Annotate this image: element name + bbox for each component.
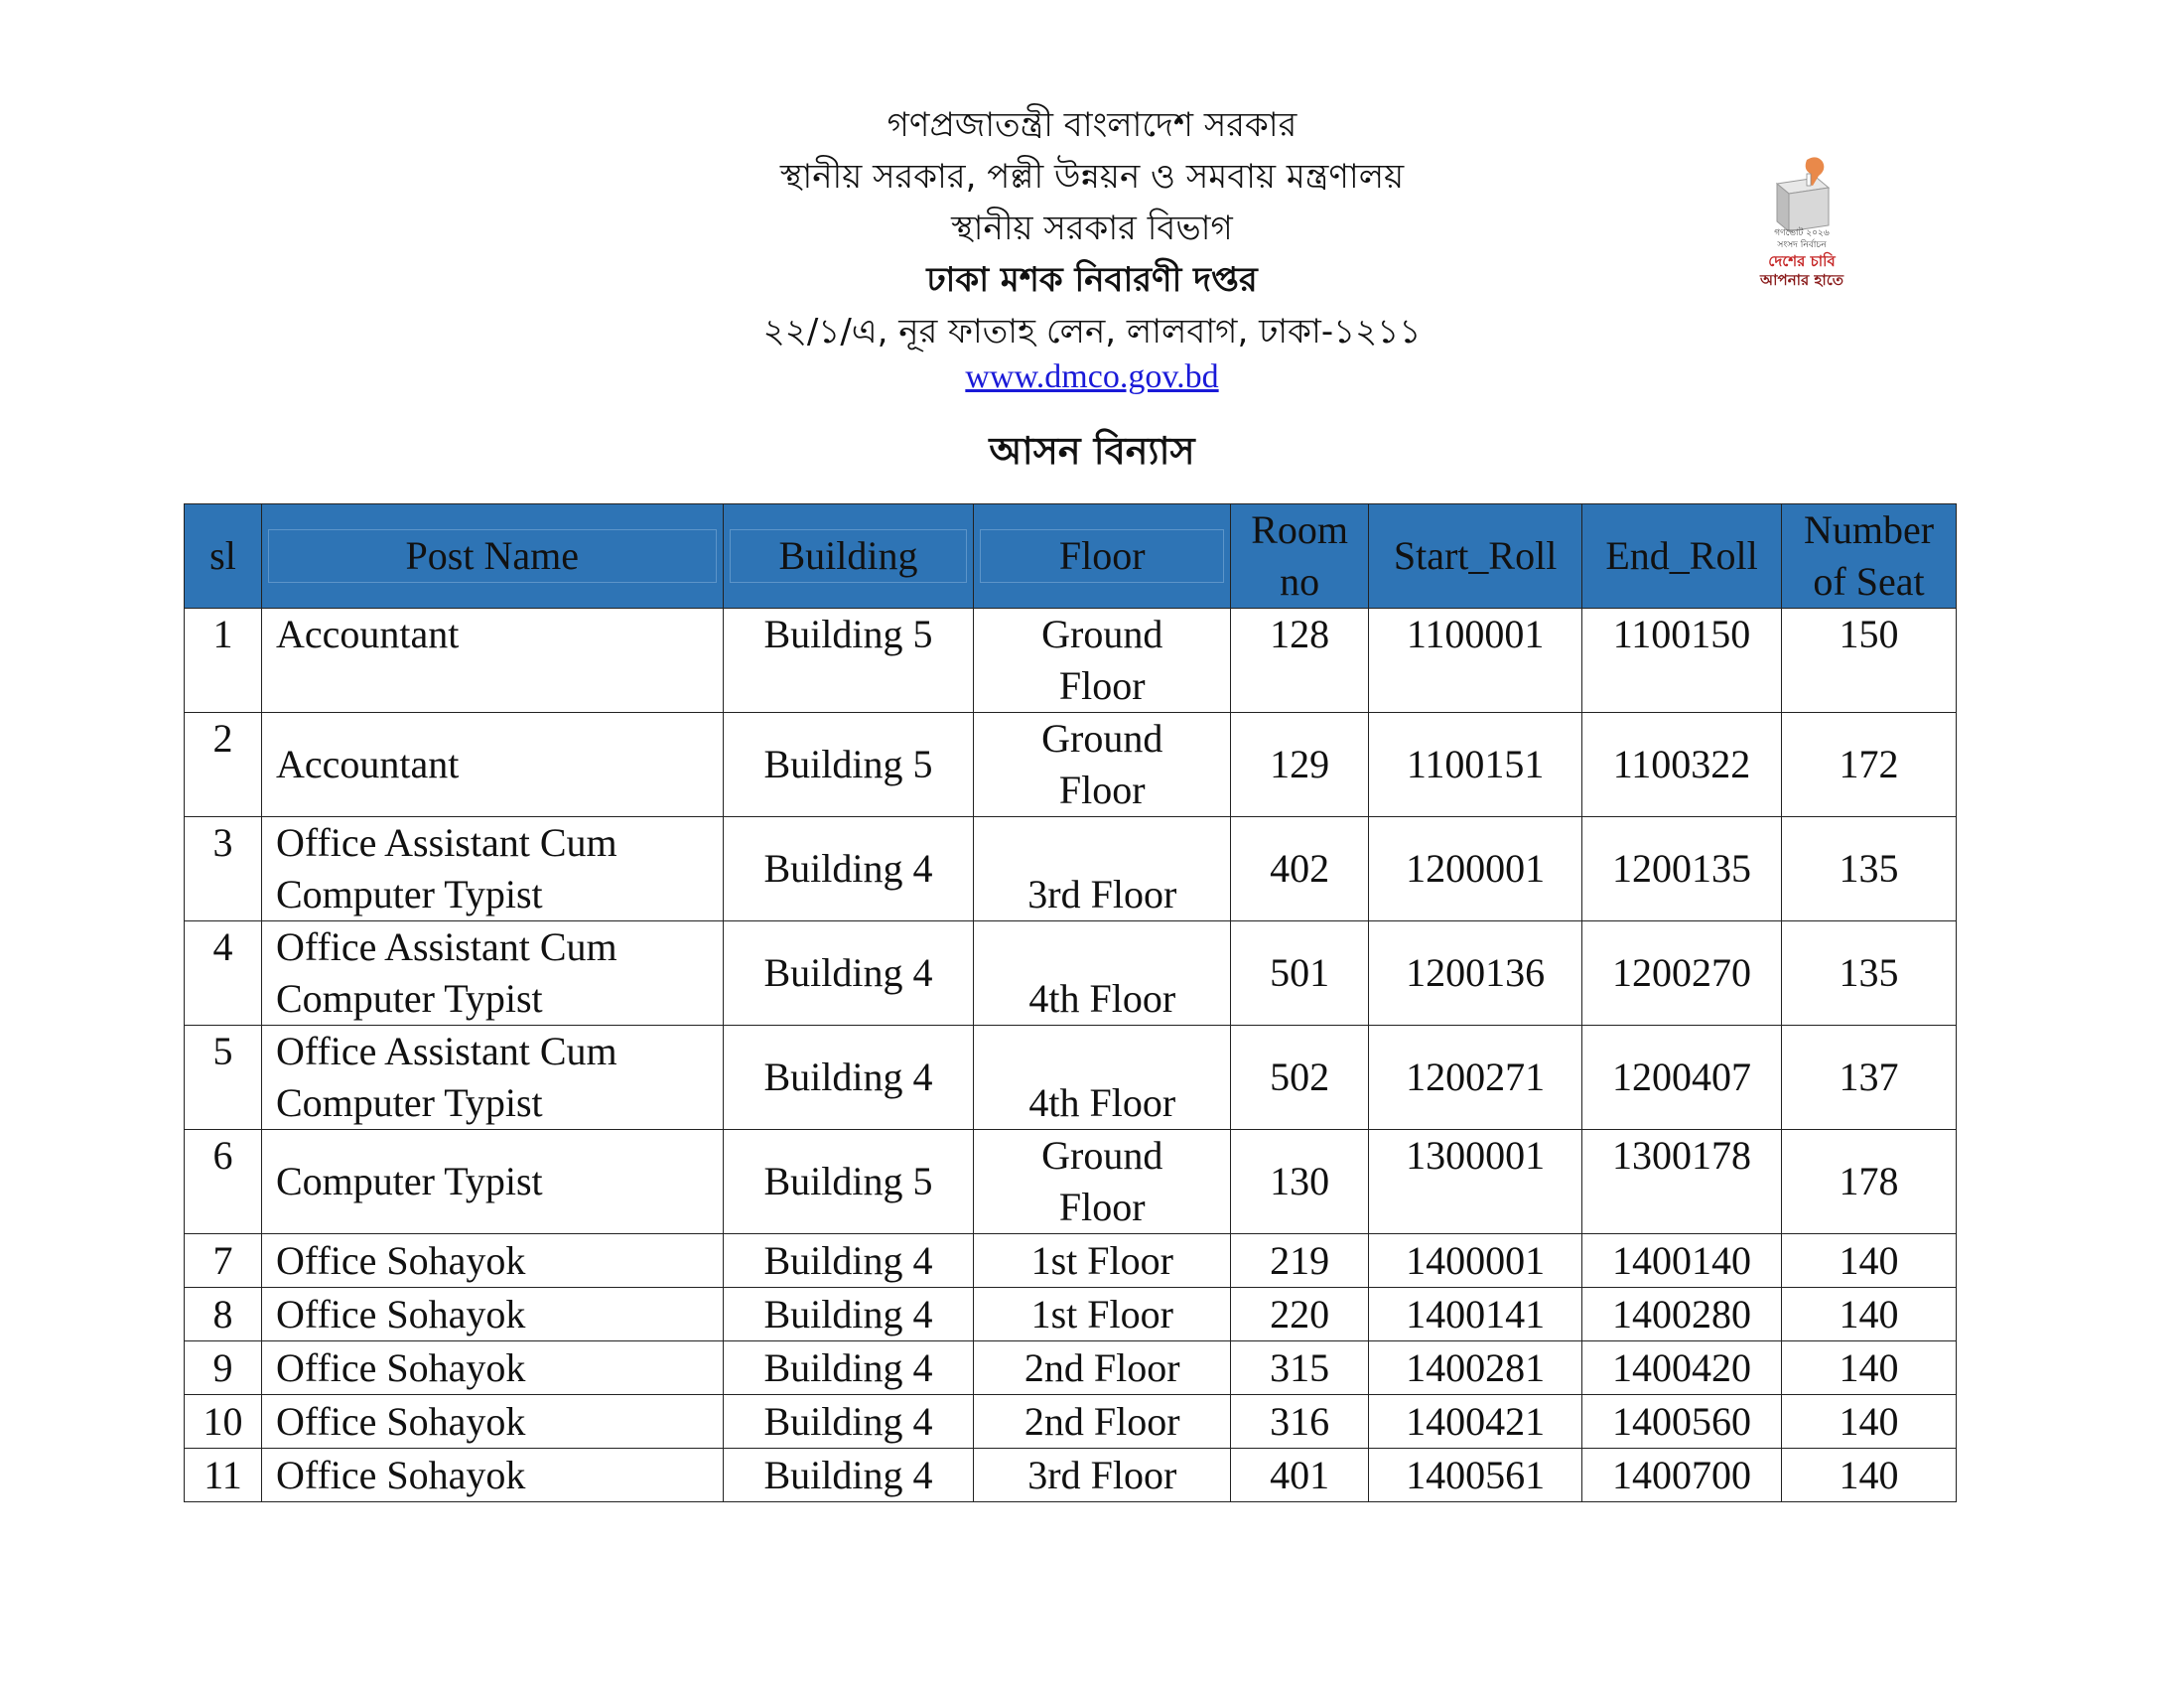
cell-end-roll: 1200270 xyxy=(1582,921,1782,1026)
cell-floor-line1: Ground xyxy=(1041,1133,1163,1178)
cell-floor: 3rd Floor xyxy=(974,817,1231,921)
cell-building: Building 4 xyxy=(723,1234,974,1288)
cell-end-roll: 1400560 xyxy=(1582,1395,1782,1449)
col-header-seats-line2: of Seat xyxy=(1813,559,1925,604)
cell-post: Office Sohayok xyxy=(261,1449,723,1502)
cell-floor-line2: Floor xyxy=(1058,663,1146,708)
cell-post: Office Sohayok xyxy=(261,1288,723,1341)
office-name: ঢাকা মশক নিবারণী দপ্তর xyxy=(926,260,1258,300)
table-row xyxy=(185,1234,1957,1288)
cell-end-roll: 1400280 xyxy=(1582,1288,1782,1341)
ballot-box-icon xyxy=(1747,154,1856,233)
col-header-seats-line1: Number xyxy=(1803,507,1935,552)
table-row xyxy=(185,817,1957,921)
cell-floor-line1: Ground xyxy=(1041,612,1163,656)
cell-floor-line1: Ground xyxy=(1041,716,1163,761)
cell-room: 315 xyxy=(1231,1341,1369,1395)
cell-start-roll: 1400281 xyxy=(1369,1341,1582,1395)
cell-room: 130 xyxy=(1231,1130,1369,1234)
cell-floor: 4th Floor xyxy=(974,921,1231,1026)
cell-post xyxy=(261,817,723,921)
seat-plan-table xyxy=(184,503,1957,1502)
table-row xyxy=(185,1395,1957,1449)
page-title: আসন বিন্যাস xyxy=(989,429,1195,473)
letterhead xyxy=(0,99,2184,401)
cell-seats: 137 xyxy=(1782,1026,1957,1130)
cell-sl: 9 xyxy=(185,1341,262,1395)
website-row xyxy=(0,357,2184,401)
cell-room: 220 xyxy=(1231,1288,1369,1341)
cell-building: Building 4 xyxy=(723,1288,974,1341)
cell-floor: 1st Floor xyxy=(974,1234,1231,1288)
col-header-building-label: Building xyxy=(730,529,968,583)
col-header-room-line1: Room xyxy=(1251,507,1349,552)
cell-start-roll: 1400001 xyxy=(1369,1234,1582,1288)
cell-sl: 3 xyxy=(185,817,262,921)
table-row xyxy=(185,1288,1957,1341)
cell-post xyxy=(261,921,723,1026)
table-row xyxy=(185,921,1957,1026)
cell-sl: 10 xyxy=(185,1395,262,1449)
cell-end-roll: 1200135 xyxy=(1582,817,1782,921)
col-header-sl: sl xyxy=(185,504,262,609)
cell-seats: 178 xyxy=(1782,1130,1957,1234)
col-header-start-roll: Start_Roll xyxy=(1369,504,1582,609)
col-header-floor-label: Floor xyxy=(980,529,1224,583)
cell-post: Office Sohayok xyxy=(261,1395,723,1449)
col-header-post xyxy=(261,504,723,609)
cell-start-roll: 1200271 xyxy=(1369,1026,1582,1130)
cell-seats: 140 xyxy=(1782,1449,1957,1502)
cell-seats: 135 xyxy=(1782,817,1957,921)
cell-seats: 150 xyxy=(1782,609,1957,713)
govt-name: গণপ্রজাতন্ত্রী বাংলাদেশ সরকার xyxy=(887,105,1297,145)
cell-start-roll: 1400141 xyxy=(1369,1288,1582,1341)
cell-post: Office Sohayok xyxy=(261,1341,723,1395)
col-header-room-line2: no xyxy=(1280,559,1320,604)
cell-building: Building 4 xyxy=(723,817,974,921)
cell-room: 219 xyxy=(1231,1234,1369,1288)
cell-seats: 172 xyxy=(1782,713,1957,817)
cell-floor xyxy=(974,1130,1231,1234)
logo-line-4: আপনার হাতে xyxy=(1760,271,1843,289)
cell-building: Building 5 xyxy=(723,713,974,817)
cell-post-line1: Office Assistant Cum xyxy=(275,820,617,865)
cell-building: Building 4 xyxy=(723,1449,974,1502)
cell-end-roll: 1400700 xyxy=(1582,1449,1782,1502)
cell-sl: 1 xyxy=(185,609,262,713)
cell-sl: 6 xyxy=(185,1130,262,1234)
cell-room: 501 xyxy=(1231,921,1369,1026)
cell-sl: 8 xyxy=(185,1288,262,1341)
cell-building: Building 4 xyxy=(723,1395,974,1449)
logo-line-2: সংসদ নির্বাচন xyxy=(1777,240,1827,250)
cell-building: Building 5 xyxy=(723,609,974,713)
col-header-building xyxy=(723,504,974,609)
cell-room: 129 xyxy=(1231,713,1369,817)
division-name: স্থানীয় সরকার বিভাগ xyxy=(951,209,1233,248)
cell-end-roll: 1100150 xyxy=(1582,609,1782,713)
col-header-seats xyxy=(1782,504,1957,609)
cell-start-roll: 1100001 xyxy=(1369,609,1582,713)
cell-seats: 140 xyxy=(1782,1395,1957,1449)
cell-post: Office Sohayok xyxy=(261,1234,723,1288)
website-link[interactable]: www.dmco.gov.bd xyxy=(965,358,1219,395)
cell-seats: 140 xyxy=(1782,1341,1957,1395)
cell-sl: 5 xyxy=(185,1026,262,1130)
cell-post xyxy=(261,1026,723,1130)
logo-line-3: দেশের চাবি xyxy=(1768,252,1836,270)
cell-floor-line2: Floor xyxy=(1058,1185,1146,1229)
cell-post: Computer Typist xyxy=(261,1130,723,1234)
election-logo xyxy=(1747,154,1856,298)
cell-seats: 140 xyxy=(1782,1288,1957,1341)
cell-sl: 2 xyxy=(185,713,262,817)
cell-post-line2: Computer Typist xyxy=(275,976,543,1021)
cell-post-line1: Office Assistant Cum xyxy=(275,924,617,969)
cell-post-line2: Computer Typist xyxy=(275,1080,543,1125)
table-row xyxy=(185,1026,1957,1130)
cell-floor: 3rd Floor xyxy=(974,1449,1231,1502)
cell-floor xyxy=(974,713,1231,817)
table-row xyxy=(185,609,1957,713)
cell-seats: 135 xyxy=(1782,921,1957,1026)
logo-line-1: গণভোট ২০২৬ xyxy=(1774,228,1830,238)
cell-sl: 4 xyxy=(185,921,262,1026)
cell-building: Building 4 xyxy=(723,1026,974,1130)
cell-start-roll: 1300001 xyxy=(1369,1130,1582,1234)
cell-start-roll: 1400561 xyxy=(1369,1449,1582,1502)
col-header-post-label: Post Name xyxy=(268,529,717,583)
cell-start-roll: 1200001 xyxy=(1369,817,1582,921)
cell-seats: 140 xyxy=(1782,1234,1957,1288)
col-header-end-roll: End_Roll xyxy=(1582,504,1782,609)
cell-floor: 4th Floor xyxy=(974,1026,1231,1130)
cell-sl: 7 xyxy=(185,1234,262,1288)
cell-building: Building 5 xyxy=(723,1130,974,1234)
cell-end-roll: 1400420 xyxy=(1582,1341,1782,1395)
cell-post-line1: Office Assistant Cum xyxy=(275,1029,617,1073)
cell-floor xyxy=(974,609,1231,713)
cell-floor: 1st Floor xyxy=(974,1288,1231,1341)
table-row xyxy=(185,713,1957,817)
cell-floor-line2: Floor xyxy=(1058,768,1146,812)
cell-sl: 11 xyxy=(185,1449,262,1502)
cell-post: Accountant xyxy=(261,609,723,713)
cell-end-roll: 1200407 xyxy=(1582,1026,1782,1130)
cell-room: 401 xyxy=(1231,1449,1369,1502)
table-header-row xyxy=(185,504,1957,609)
cell-building: Building 4 xyxy=(723,1341,974,1395)
cell-room: 316 xyxy=(1231,1395,1369,1449)
col-header-floor xyxy=(974,504,1231,609)
cell-start-roll: 1400421 xyxy=(1369,1395,1582,1449)
col-header-room xyxy=(1231,504,1369,609)
ministry-name: স্থানীয় সরকার, পল্লী উন্নয়ন ও সমবায় মন্ত্রণালয় xyxy=(779,157,1405,197)
cell-start-roll: 1100151 xyxy=(1369,713,1582,817)
cell-end-roll: 1400140 xyxy=(1582,1234,1782,1288)
table-row xyxy=(185,1449,1957,1502)
cell-post: Accountant xyxy=(261,713,723,817)
cell-floor: 2nd Floor xyxy=(974,1395,1231,1449)
cell-floor: 2nd Floor xyxy=(974,1341,1231,1395)
table-row xyxy=(185,1130,1957,1234)
table-row xyxy=(185,1341,1957,1395)
cell-room: 402 xyxy=(1231,817,1369,921)
cell-post-line2: Computer Typist xyxy=(275,872,543,916)
cell-room: 502 xyxy=(1231,1026,1369,1130)
cell-end-roll: 1300178 xyxy=(1582,1130,1782,1234)
cell-start-roll: 1200136 xyxy=(1369,921,1582,1026)
office-address: ২২/১/এ, নূর ফাতাহ লেন, লালবাগ, ঢাকা-১২১১ xyxy=(762,312,1422,352)
cell-room: 128 xyxy=(1231,609,1369,713)
cell-building: Building 4 xyxy=(723,921,974,1026)
cell-end-roll: 1100322 xyxy=(1582,713,1782,817)
